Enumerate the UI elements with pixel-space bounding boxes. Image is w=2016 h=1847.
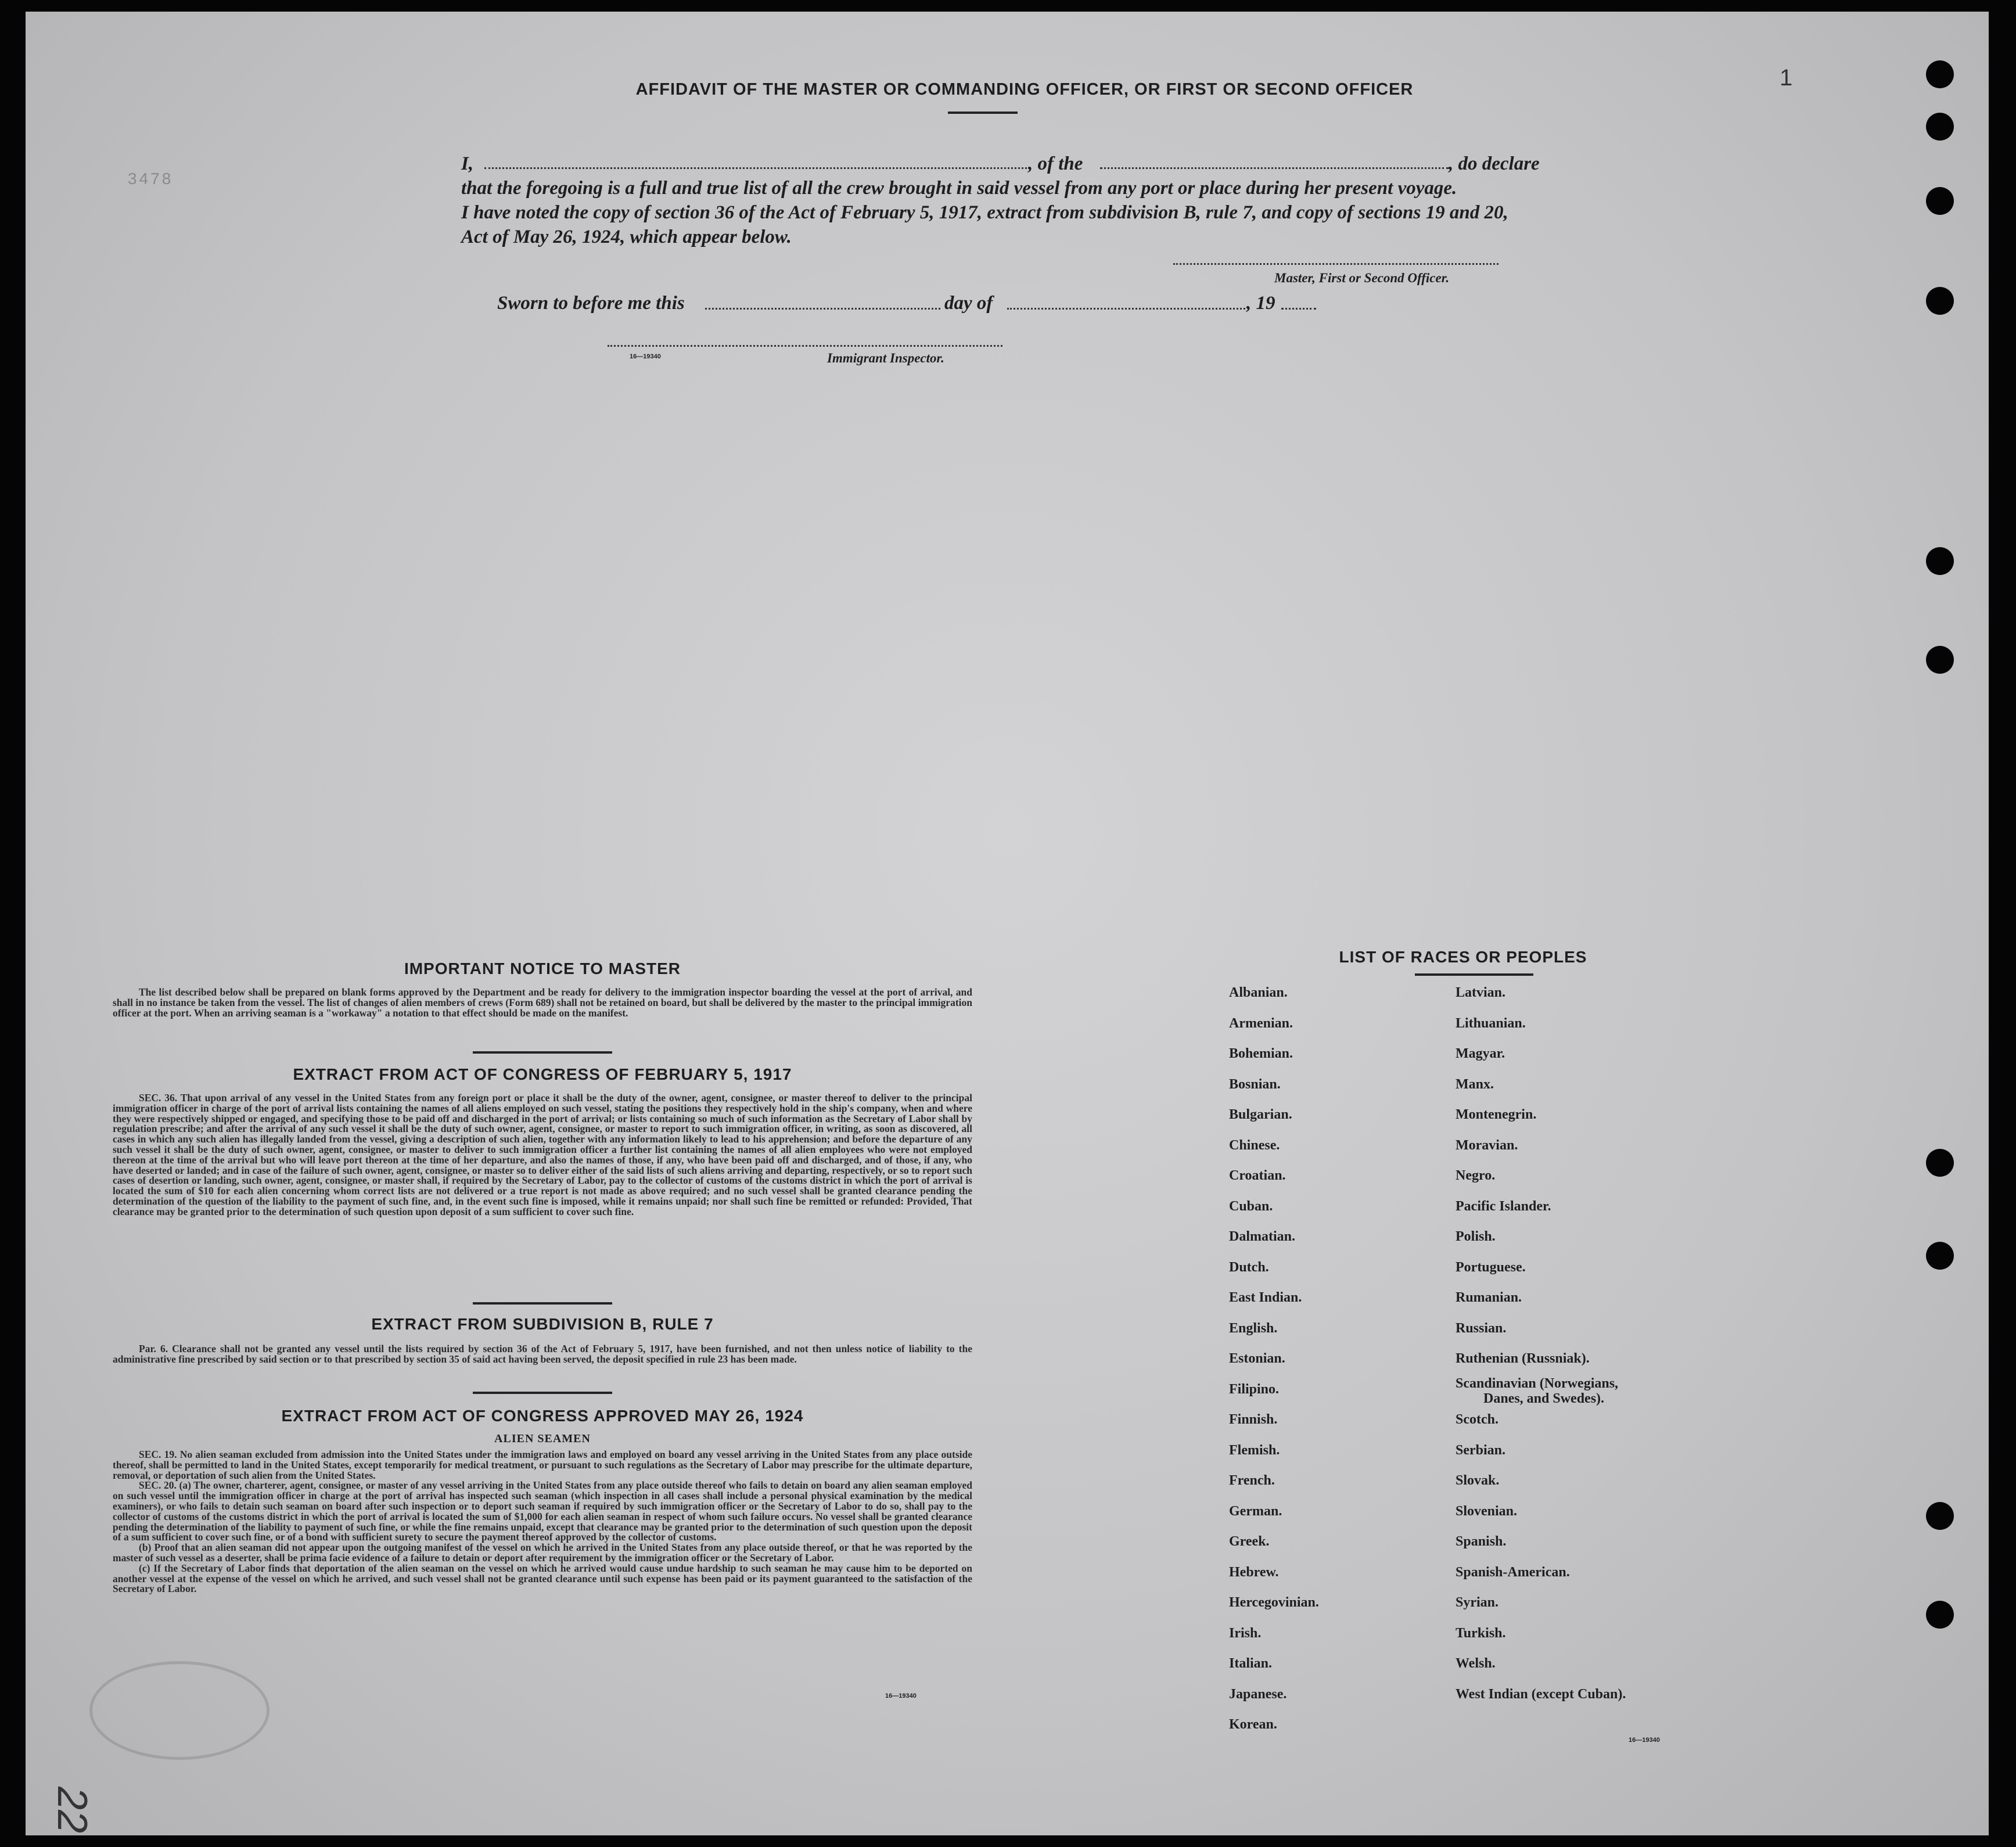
race-item: Bulgarian. — [1229, 1107, 1292, 1122]
race-item: Bohemian. — [1229, 1046, 1293, 1061]
race-item: Scandinavian (Norwegians, — [1456, 1375, 1619, 1391]
sworn-day-of — [944, 293, 1061, 314]
race-item: Turkish. — [1456, 1625, 1506, 1641]
affidavit-declare — [1449, 153, 1594, 175]
race-item: Ruthenian (Russniak). — [1456, 1351, 1590, 1366]
punch-hole — [1926, 547, 1954, 575]
punch-hole — [1926, 187, 1954, 215]
punch-hole — [1926, 113, 1954, 141]
extract-1917-title: EXTRACT FROM ACT OF CONGRESS OF FEBRUARY 5, 1917 — [293, 1065, 792, 1083]
sec-20b-paragraph: (b) Proof that an alien seaman did not appear upon the outgoing manifest of the vessel on which he arrived in the United States from any place outside thereof, or that he was reported by the master of such vessel as a deserter, shall be prima facie evidence of a failure to detain or deport after requirement by the immigration officer or the Secretary of Labor. — [113, 1541, 972, 1564]
form-number: 16—19340 — [630, 353, 661, 360]
race-item: English. — [1229, 1320, 1278, 1336]
affidavit-of-the — [1028, 153, 1144, 175]
race-item: French. — [1229, 1473, 1275, 1488]
race-item: German. — [1229, 1503, 1282, 1519]
race-item: Russian. — [1456, 1320, 1507, 1336]
race-item: Greek. — [1229, 1534, 1270, 1549]
punch-hole — [1926, 1502, 1954, 1530]
race-item: Armenian. — [1229, 1015, 1293, 1031]
punch-hole — [1926, 60, 1954, 88]
sworn-month-blank — [1007, 308, 1245, 310]
sworn-year-blank — [1281, 308, 1316, 310]
sec-19-paragraph: SEC. 19. No alien seaman excluded from admission into the United States under the immigration laws and employed on board any vessel arriving in the United States from any place outside thereof, shall be permitted to land in the United States, except temporarily for medical treatment, or pursuant to such regulations as the Secretary of Labor may prescribe for the ultimate departure, removal, or deportation of such alien from the United States. — [113, 1449, 972, 1481]
punch-hole — [1926, 1149, 1954, 1177]
race-item: Pacific Islander. — [1456, 1198, 1551, 1214]
race-item: Negro. — [1456, 1168, 1496, 1183]
section-divider — [473, 1302, 612, 1305]
affidavit-line-2: that the foregoing is a full and true list of all the crew brought in said vessel from any port or place during her present voyage. — [461, 178, 1457, 199]
race-item: Albanian. — [1229, 985, 1288, 1000]
race-item: Estonian. — [1229, 1351, 1285, 1366]
race-item: Filipino. — [1229, 1381, 1280, 1397]
officer-signature-line — [1173, 263, 1498, 265]
races-title: LIST OF RACES OR PEOPLES — [1339, 948, 1587, 966]
race-item: Syrian. — [1456, 1595, 1499, 1610]
affidavit-line-4: Act of May 26, 1924, which appear below. — [461, 227, 792, 247]
race-item: Korean. — [1229, 1717, 1277, 1732]
notice-paragraph: The list described below shall be prepared on blank forms approved by the Department and be ready for delivery to the immigration inspector boarding the vessel at the port of arrival, and shall in no instance be taken from the vessel. The list of changes of alien members of crews (Form 689) shall not be retained on board, but shall be delivered by the master to the principal immigration officer at the port. When an arriving seaman is a "workaway" a notation to that effect should be made on the manifest. — [113, 986, 972, 1019]
sec-20a-paragraph: SEC. 20. (a) The owner, charterer, agent, consignee, or master of any vessel arriving in the United States from any place outside thereof who fails to detain on board any alien seaman employed on such vessel until the immigration officer in charge at the port of arrival has inspected such seaman (which inspection in all cases shall include a personal physical examination by the medical examiners), or who fails to detain such seaman on board after such inspection or to deport such seaman if required by such immigration officer or the Secretary of Labor to do so, shall pay to the collector of customs of the customs district in which the port of arrival is located the sum of $1,000 for each alien seaman in respect of whom such failure occurs. No vessel shall be granted clearance pending the determination of the liability to payment of such fine, or while the fine remains unpaid, except that clearance may be granted prior to the determination of such question upon the deposit of a sum sufficient to cover such fine, or of a bond with sufficient surety to secure the payment thereof approved by the collector of customs. — [113, 1479, 972, 1543]
of-the-text: , of the — [1028, 153, 1083, 174]
race-item: Bosnian. — [1229, 1076, 1281, 1092]
race-item: Cuban. — [1229, 1198, 1273, 1214]
sec-20c-paragraph: (c) If the Secretary of Labor finds that deportation of the alien seaman on the vessel on which he arrived would cause undue hardship to such seaman he may cause him to be deported on another vessel at the expense of the vessel on which he arrived, and such vessel shall not be granted clearance until such expense has been paid or its payment guaranteed to the satisfaction of the Secretary of Labor. — [113, 1562, 972, 1595]
punch-hole — [1926, 646, 1954, 674]
race-item: Polish. — [1456, 1229, 1496, 1244]
extract-rule7-text — [113, 1344, 972, 1365]
sworn-prefix: Sworn to before me this — [497, 293, 685, 314]
title-underline — [948, 112, 1018, 114]
name-blank — [484, 167, 1030, 169]
extract-1924-title: EXTRACT FROM ACT OF CONGRESS APPROVED MAY 26, 1924 — [281, 1407, 804, 1425]
alien-seamen-subtitle: ALIEN SEAMEN — [494, 1432, 591, 1445]
title-underline — [1415, 973, 1533, 976]
affidavit-title: AFFIDAVIT OF THE MASTER OR COMMANDING OFFICER, OR FIRST OR SECOND OFFICER — [635, 80, 1414, 99]
handwritten-number: 22 — [49, 1786, 96, 1834]
race-item: Lithuanian. — [1456, 1015, 1526, 1031]
vessel-blank — [1100, 167, 1449, 169]
race-item: Spanish-American. — [1456, 1564, 1570, 1580]
embossed-seal — [89, 1661, 269, 1760]
race-item: Spanish. — [1456, 1534, 1507, 1549]
race-item: Serbian. — [1456, 1442, 1506, 1458]
race-item: Dutch. — [1229, 1259, 1269, 1275]
race-item: Slovak. — [1456, 1473, 1500, 1488]
race-item: Rumanian. — [1456, 1290, 1522, 1305]
sworn-year — [1246, 293, 1305, 314]
race-item: West Indian (except Cuban). — [1456, 1686, 1626, 1702]
race-item: Hercegovinian. — [1229, 1595, 1319, 1610]
officer-caption: Master, First or Second Officer. — [1274, 271, 1450, 285]
race-item: Magyar. — [1456, 1046, 1505, 1061]
race-item: Welsh. — [1456, 1656, 1496, 1671]
document-page — [26, 12, 1989, 1835]
day-of-text: day of — [944, 293, 993, 314]
declare-text: , do declare — [1449, 153, 1540, 174]
race-item: Danes, and Swedes). — [1483, 1390, 1605, 1406]
race-item: Croatian. — [1229, 1168, 1286, 1183]
form-number: 16—19340 — [885, 1693, 917, 1699]
race-item: Montenegrin. — [1456, 1107, 1537, 1122]
race-item: Manx. — [1456, 1076, 1494, 1092]
section-divider — [473, 1392, 612, 1394]
race-item: Latvian. — [1456, 985, 1506, 1000]
race-item: Irish. — [1229, 1625, 1262, 1641]
race-item: Italian. — [1229, 1656, 1273, 1671]
race-item: Scotch. — [1456, 1412, 1498, 1427]
sworn-day-blank — [705, 308, 940, 310]
extract-1917-text — [113, 1093, 972, 1217]
race-item: Japanese. — [1229, 1686, 1287, 1702]
punch-hole — [1926, 287, 1954, 315]
notice-text — [113, 987, 972, 1018]
par-6-paragraph: Par. 6. Clearance shall not be granted any vessel until the lists required by section 36 of the Act of February 5, 1917, have been furnished, and not then unless notice of liability to the administrative fine prescribed by said section or to that prescribed by section 35 of said act having been served, the deposit specified in rule 23 has been made. — [113, 1343, 972, 1365]
notice-title: IMPORTANT NOTICE TO MASTER — [404, 960, 681, 978]
punch-hole — [1926, 1601, 1954, 1629]
page-mark: 1 — [1780, 65, 1793, 91]
race-item: Flemish. — [1229, 1442, 1280, 1458]
race-item: Hebrew. — [1229, 1564, 1279, 1580]
race-item: Dalmatian. — [1229, 1229, 1295, 1244]
race-item: Portuguese. — [1456, 1259, 1526, 1275]
affidavit-i: I, — [461, 153, 474, 174]
stamp-number: 3478 — [128, 170, 174, 188]
race-item: East Indian. — [1229, 1290, 1302, 1305]
sworn-line — [497, 293, 1368, 314]
inspector-signature-line — [608, 345, 1002, 347]
punch-hole — [1926, 1242, 1954, 1270]
race-item: Chinese. — [1229, 1137, 1280, 1153]
race-item: Moravian. — [1456, 1137, 1518, 1153]
sec-36-paragraph: SEC. 36. That upon arrival of any vessel in the United States from any foreign port or place it shall be the duty of the owner, agent, consignee, or master thereof to deliver to the principal immigration officer in charge of the port of arrival lists containing the names of all aliens employed on such vessel, stating the positions they respectively hold in the ship's company, when and where they were respectively shipped or engaged, and specifying those to be paid off and discharged in the port of arrival; or lists containing so much of such information as the Secretary of Labor shall by regulation prescribe; and after the arrival of any such vessel it shall be the duty of such owner, agent, consignee, or master to report to such immigration officer, in writing, as soon as discovered, all cases in which any such alien has illegally landed from the vessel, giving a description of such alien, together with any information likely to lead to his apprehension; and before the departure of any such vessel it shall be the duty of such owner, agent, consignee, or master to deliver to such immigration officer a further list containing the names of all alien employees who were not employed thereon at the time of the arrival but who will leave port thereon at the time of her departure, and also the names of those, if any, who have been paid off and discharged, and of those, if any, who have deserted or landed; and in case of the failure of such owner, agent, consignee, or master so to deliver either of the said lists of such aliens arriving and departing, respectively, or so to report such cases of desertion or landing, such owner, agent, consignee, or master shall, if required by the Secretary of Labor, pay to the collector of customs of the customs district in which the port of arrival is located the sum of $10 for each alien concerning whom correct lists are not delivered or a true report is not made as above required; and no such vessel shall be granted clearance pending the determination of the question of the liability to the payment of such fine, and, in the event such fine is imposed, while it remains unpaid; nor shall such fine be remitted or refunded: Provided, That clearance may be granted prior to the determination of such question upon deposit of a sum sufficient to cover such fine. — [113, 1092, 972, 1217]
year-text: , 19 — [1246, 293, 1275, 314]
extract-rule7-title: EXTRACT FROM SUBDIVISION B, RULE 7 — [371, 1315, 714, 1333]
extract-1924-text — [113, 1450, 972, 1594]
race-item: Slovenian. — [1456, 1503, 1518, 1519]
affidavit-line-3: I have noted the copy of section 36 of the Act of February 5, 1917, extract from subdivision B, rule 7, and copy of sections 19 and 20, — [461, 202, 1508, 223]
inspector-caption: Immigrant Inspector. — [827, 351, 944, 365]
race-item: Finnish. — [1229, 1412, 1278, 1427]
section-divider — [473, 1051, 612, 1054]
form-number: 16—19340 — [1629, 1737, 1660, 1744]
